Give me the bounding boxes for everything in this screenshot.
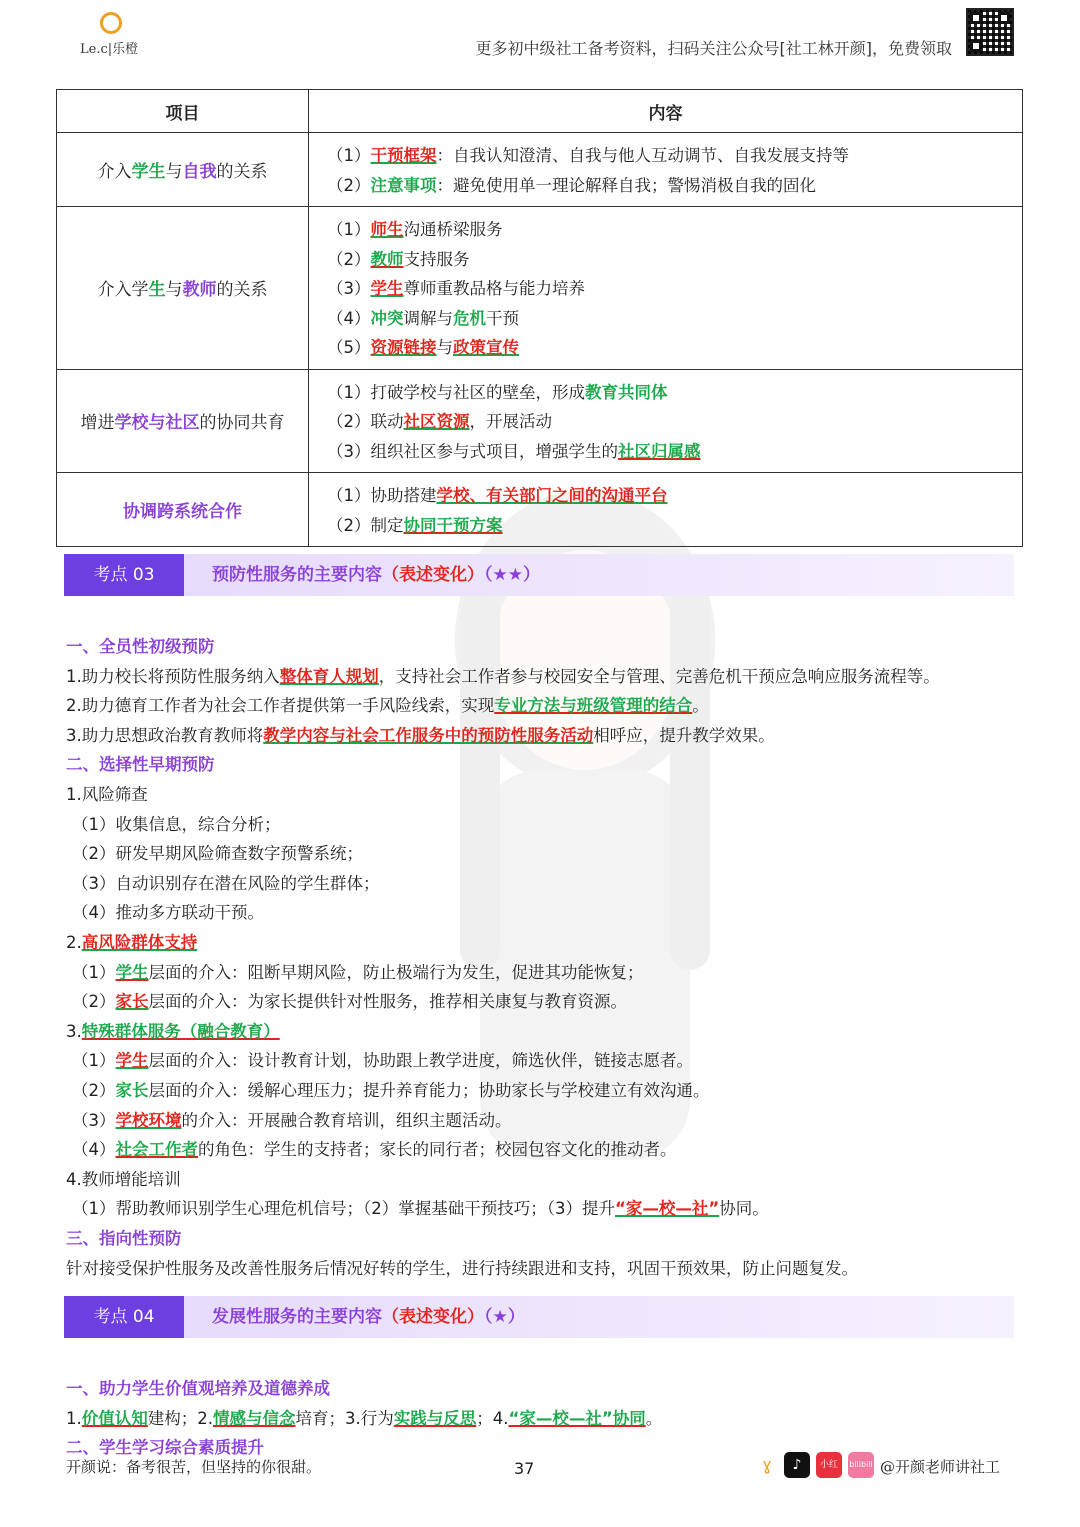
highlight-text: 一、助力学生价值观培养及道德养成 bbox=[66, 1379, 330, 1398]
text-segment: 层面的介入：缓解心理压力；提升养育能力；协助家长与学校建立有效沟通。 bbox=[148, 1081, 710, 1100]
text-segment: 建构；2. bbox=[147, 1408, 213, 1428]
highlight-text: 危机 bbox=[453, 308, 486, 328]
text-segment: 层面的介入：阻断早期风险，防止极端行为发生，促进其功能恢复； bbox=[148, 962, 644, 982]
text-segment: ，支持社会工作者参与校园安全与管理、完善危机干预应急响应服务流程等。 bbox=[378, 666, 940, 686]
highlight-text: 学生 bbox=[131, 162, 166, 182]
text-segment: ：避免使用单一理论解释自我；警惕消极自我的固化 bbox=[436, 175, 816, 195]
highlight-text: 政策宣传 bbox=[453, 338, 519, 357]
body-line bbox=[66, 725, 775, 747]
table-content-cell bbox=[309, 473, 1023, 547]
lecheng-logo bbox=[80, 12, 150, 56]
body-line bbox=[72, 1110, 512, 1132]
text-segment: （5） bbox=[327, 338, 371, 357]
table-item-cell bbox=[57, 369, 309, 473]
section-03-banner bbox=[64, 554, 1014, 596]
highlight-text: “家—校—社”协同 bbox=[508, 1408, 646, 1428]
body-line bbox=[66, 1021, 280, 1043]
text-segment: 3.助力思想政治教育教师将 bbox=[66, 725, 264, 745]
highlight-text: 教师 bbox=[182, 280, 217, 301]
body-line bbox=[72, 814, 281, 836]
intervention-table bbox=[56, 89, 1023, 547]
highlight-text: 二、学生学习综合素质提升 bbox=[66, 1438, 264, 1458]
highlight-text: 注意事项 bbox=[370, 175, 437, 195]
text-segment: （3） bbox=[72, 1110, 116, 1130]
highlight-text: 教育共同体 bbox=[585, 382, 668, 402]
highlight-text: 特殊群体服务（融合教育） bbox=[81, 1021, 280, 1041]
highlight-text: “家—校—社” bbox=[615, 1199, 720, 1219]
text-segment: 干预 bbox=[486, 308, 519, 328]
highlight-text: 协同干预方案 bbox=[403, 515, 503, 535]
qr-code-icon[interactable] bbox=[966, 8, 1014, 56]
highlight-text: 专业方法与班级管理的结合 bbox=[494, 696, 693, 716]
text-segment: （2） bbox=[72, 992, 116, 1012]
text-segment: （2） bbox=[72, 1081, 116, 1100]
content-line bbox=[327, 215, 1022, 245]
table-item-cell bbox=[57, 207, 309, 370]
text-segment: （1）协助搭建 bbox=[327, 486, 437, 505]
text-segment: 的关系 bbox=[216, 162, 268, 182]
text-segment: ；4. bbox=[476, 1408, 509, 1428]
content-line bbox=[327, 274, 1022, 304]
header-promo-text: 更多初中级社工备考资料，扫码关注公众号[社工林开颜]，免费领取 bbox=[475, 39, 952, 58]
content-line bbox=[327, 407, 1022, 437]
table-content-cell bbox=[309, 133, 1023, 207]
text-segment: 增进 bbox=[80, 413, 115, 434]
text-segment: （1）收集信息，综合分析； bbox=[72, 814, 281, 834]
content-line bbox=[327, 141, 1022, 171]
highlight-text: 冲突 bbox=[370, 308, 404, 328]
text-segment: ：自我认知澄清、自我与他人互动调节、自我发展支持等 bbox=[436, 146, 849, 165]
author-handle: @开颜老师讲社工 bbox=[880, 1458, 1001, 1476]
table-header-content: 内容 bbox=[309, 90, 1023, 133]
text-segment: 。 bbox=[692, 696, 709, 716]
section-title: 预防性服务的主要内容（表述变化）（★★） bbox=[212, 565, 540, 585]
text-segment: 3. bbox=[66, 1021, 82, 1041]
text-segment: （2）制定 bbox=[327, 515, 404, 535]
body-line bbox=[72, 1198, 769, 1220]
content-line bbox=[327, 378, 1022, 408]
content-line bbox=[327, 511, 1022, 541]
body-line bbox=[72, 1080, 710, 1102]
text-segment: （2）研发早期风险筛查数字预警系统； bbox=[72, 844, 363, 864]
text-segment: 介入 bbox=[97, 162, 132, 182]
body-line bbox=[72, 1139, 677, 1161]
highlight-text: 干预框架 bbox=[370, 146, 437, 165]
text-segment: 的角色：学生的支持者；家长的同行者；校园包容文化的推动者。 bbox=[198, 1140, 677, 1160]
body-line bbox=[66, 784, 148, 806]
table-item-cell bbox=[57, 133, 309, 207]
text-segment: 4.教师增能培训 bbox=[66, 1169, 181, 1189]
text-segment: 协同。 bbox=[719, 1199, 769, 1219]
body-line bbox=[72, 873, 380, 895]
highlight-text: 学生 bbox=[115, 1051, 149, 1071]
body-line bbox=[66, 636, 215, 658]
highlight-text: 社区资源 bbox=[403, 412, 470, 431]
content-line bbox=[327, 481, 1022, 511]
highlight-text: 整体育人规划 bbox=[279, 666, 379, 686]
body-line bbox=[72, 1050, 693, 1072]
logo-text: Le.c|乐橙 bbox=[80, 42, 139, 57]
footer-motto: 开颜说：备考很苦，但坚持的你很甜。 bbox=[66, 1458, 322, 1476]
text-segment: （3）自动识别存在潜在风险的学生群体； bbox=[72, 873, 380, 893]
highlight-text: 协调跨系统合作 bbox=[123, 502, 242, 522]
body-line bbox=[66, 1228, 182, 1250]
table-content-cell bbox=[309, 207, 1023, 370]
body-line bbox=[72, 843, 363, 865]
highlight-text: 实践与反思 bbox=[393, 1408, 477, 1428]
body-line bbox=[66, 1258, 858, 1280]
text-segment: 与 bbox=[165, 280, 183, 301]
text-segment: （1） bbox=[72, 1051, 116, 1071]
text-segment: 尊师重教品格与能力培养 bbox=[403, 279, 585, 298]
text-segment: （4） bbox=[327, 308, 371, 328]
lecheng-icon[interactable]: ɣ bbox=[754, 1452, 780, 1478]
table-content-cell bbox=[309, 369, 1023, 473]
page-number: 37 bbox=[514, 1459, 535, 1478]
body-line bbox=[72, 962, 644, 984]
highlight-text: 生 bbox=[148, 280, 166, 301]
text-segment: 层面的介入：为家长提供针对性服务，推荐相关康复与教育资源。 bbox=[148, 992, 627, 1012]
content-line bbox=[327, 245, 1022, 275]
text-segment: （1）帮助教师识别学生心理危机信号；（2）掌握基础干预技巧；（3）提升 bbox=[72, 1199, 615, 1219]
body-line bbox=[66, 754, 215, 776]
body-line bbox=[66, 695, 709, 717]
highlight-text: 师生 bbox=[370, 220, 404, 239]
text-segment: （1）打破学校与社区的壁垒，形成 bbox=[327, 382, 585, 402]
highlight-text: 社区归属感 bbox=[618, 441, 701, 461]
body-line bbox=[66, 666, 940, 688]
text-segment: （2） bbox=[327, 249, 371, 269]
text-segment: 1. bbox=[66, 1408, 82, 1428]
douyin-icon[interactable]: ♪ bbox=[784, 1452, 810, 1478]
text-segment: 。 bbox=[645, 1408, 663, 1428]
highlight-text: 学校、有关部门之间的沟通平台 bbox=[436, 486, 668, 505]
highlight-text: 教师 bbox=[370, 249, 404, 269]
table-item-cell bbox=[57, 473, 309, 547]
highlight-text: 社会工作者 bbox=[115, 1140, 198, 1160]
highlight-text: 家长 bbox=[115, 992, 149, 1012]
table-header-item: 项目 bbox=[57, 90, 309, 133]
text-segment: 针对接受保护性服务及改善性服务后情况好转的学生，进行持续跟进和支持，巩固干预效果，防止问题复发。 bbox=[66, 1258, 858, 1278]
text-segment: 的协同共育 bbox=[199, 413, 285, 434]
text-segment: 支持服务 bbox=[403, 249, 470, 269]
text-segment: 层面的介入：设计教育计划，协助跟上教学进度，筛选伙伴，链接志愿者。 bbox=[148, 1051, 693, 1071]
body-line bbox=[66, 932, 197, 954]
text-segment: 1.风险筛查 bbox=[66, 785, 148, 804]
highlight-text: 价值认知 bbox=[81, 1408, 148, 1428]
highlight-text: 三、指向性预防 bbox=[66, 1229, 182, 1248]
body-line bbox=[72, 991, 627, 1013]
text-segment: 相呼应，提升教学效果。 bbox=[593, 725, 775, 745]
section-title: 发展性服务的主要内容（表述变化）（★） bbox=[212, 1307, 525, 1327]
text-segment: （3） bbox=[327, 279, 371, 298]
text-segment: （1） bbox=[327, 220, 371, 239]
text-segment: （4）推动多方联动干预。 bbox=[72, 903, 264, 923]
highlight-text: 自我 bbox=[182, 162, 217, 182]
text-segment: （1） bbox=[72, 962, 116, 982]
highlight-text: 家长 bbox=[115, 1081, 149, 1100]
highlight-text: 资源链接 bbox=[370, 338, 437, 357]
content-line bbox=[327, 437, 1022, 467]
body-line bbox=[72, 902, 264, 924]
text-segment: 2.助力德育工作者为社会工作者提供第一手风险线索，实现 bbox=[66, 696, 495, 716]
highlight-text: 高风险群体支持 bbox=[81, 933, 198, 952]
highlight-text: 学生 bbox=[370, 279, 404, 298]
content-line bbox=[327, 171, 1022, 201]
body-line bbox=[66, 1378, 330, 1400]
section-tag: 考点 03 bbox=[64, 554, 184, 596]
text-segment: 介入学 bbox=[97, 280, 149, 301]
section-tag: 考点 04 bbox=[64, 1296, 184, 1338]
bilibili-icon[interactable]: bilibili bbox=[848, 1452, 874, 1478]
text-segment: 2. bbox=[66, 933, 82, 952]
text-segment: （1） bbox=[327, 146, 371, 165]
text-segment: 培育；3.行为 bbox=[295, 1408, 394, 1428]
section-04-banner bbox=[64, 1296, 1014, 1338]
text-segment: 调解与 bbox=[403, 308, 453, 328]
content-line bbox=[327, 304, 1022, 334]
highlight-text: 教学内容与社会工作服务中的预防性服务活动 bbox=[263, 725, 594, 745]
highlight-text: 学校与社区 bbox=[114, 413, 200, 434]
text-segment: 的关系 bbox=[216, 280, 268, 301]
highlight-text: 情感与信念 bbox=[213, 1408, 296, 1428]
highlight-text: 一、全员性初级预防 bbox=[66, 637, 215, 656]
content-line bbox=[327, 333, 1022, 363]
text-segment: 1.助力校长将预防性服务纳入 bbox=[66, 666, 280, 686]
text-segment: （4） bbox=[72, 1140, 116, 1160]
text-segment: 的介入：开展融合教育培训，组织主题活动。 bbox=[181, 1110, 512, 1130]
body-line bbox=[66, 1408, 662, 1430]
body-line bbox=[66, 1169, 181, 1191]
text-segment: （2）联动 bbox=[327, 412, 404, 431]
text-segment: 沟通桥梁服务 bbox=[403, 220, 503, 239]
highlight-text: 学校环境 bbox=[115, 1110, 182, 1130]
text-segment: （3）组织社区参与式项目，增强学生的 bbox=[327, 441, 618, 461]
xiaohongshu-icon[interactable]: 小红书 bbox=[816, 1452, 842, 1478]
highlight-text: 二、选择性早期预防 bbox=[66, 755, 215, 775]
text-segment: （2） bbox=[327, 175, 371, 195]
text-segment: ，开展活动 bbox=[469, 412, 552, 431]
text-segment: 与 bbox=[165, 162, 183, 182]
highlight-text: 学生 bbox=[115, 962, 149, 982]
text-segment: 与 bbox=[436, 338, 453, 357]
